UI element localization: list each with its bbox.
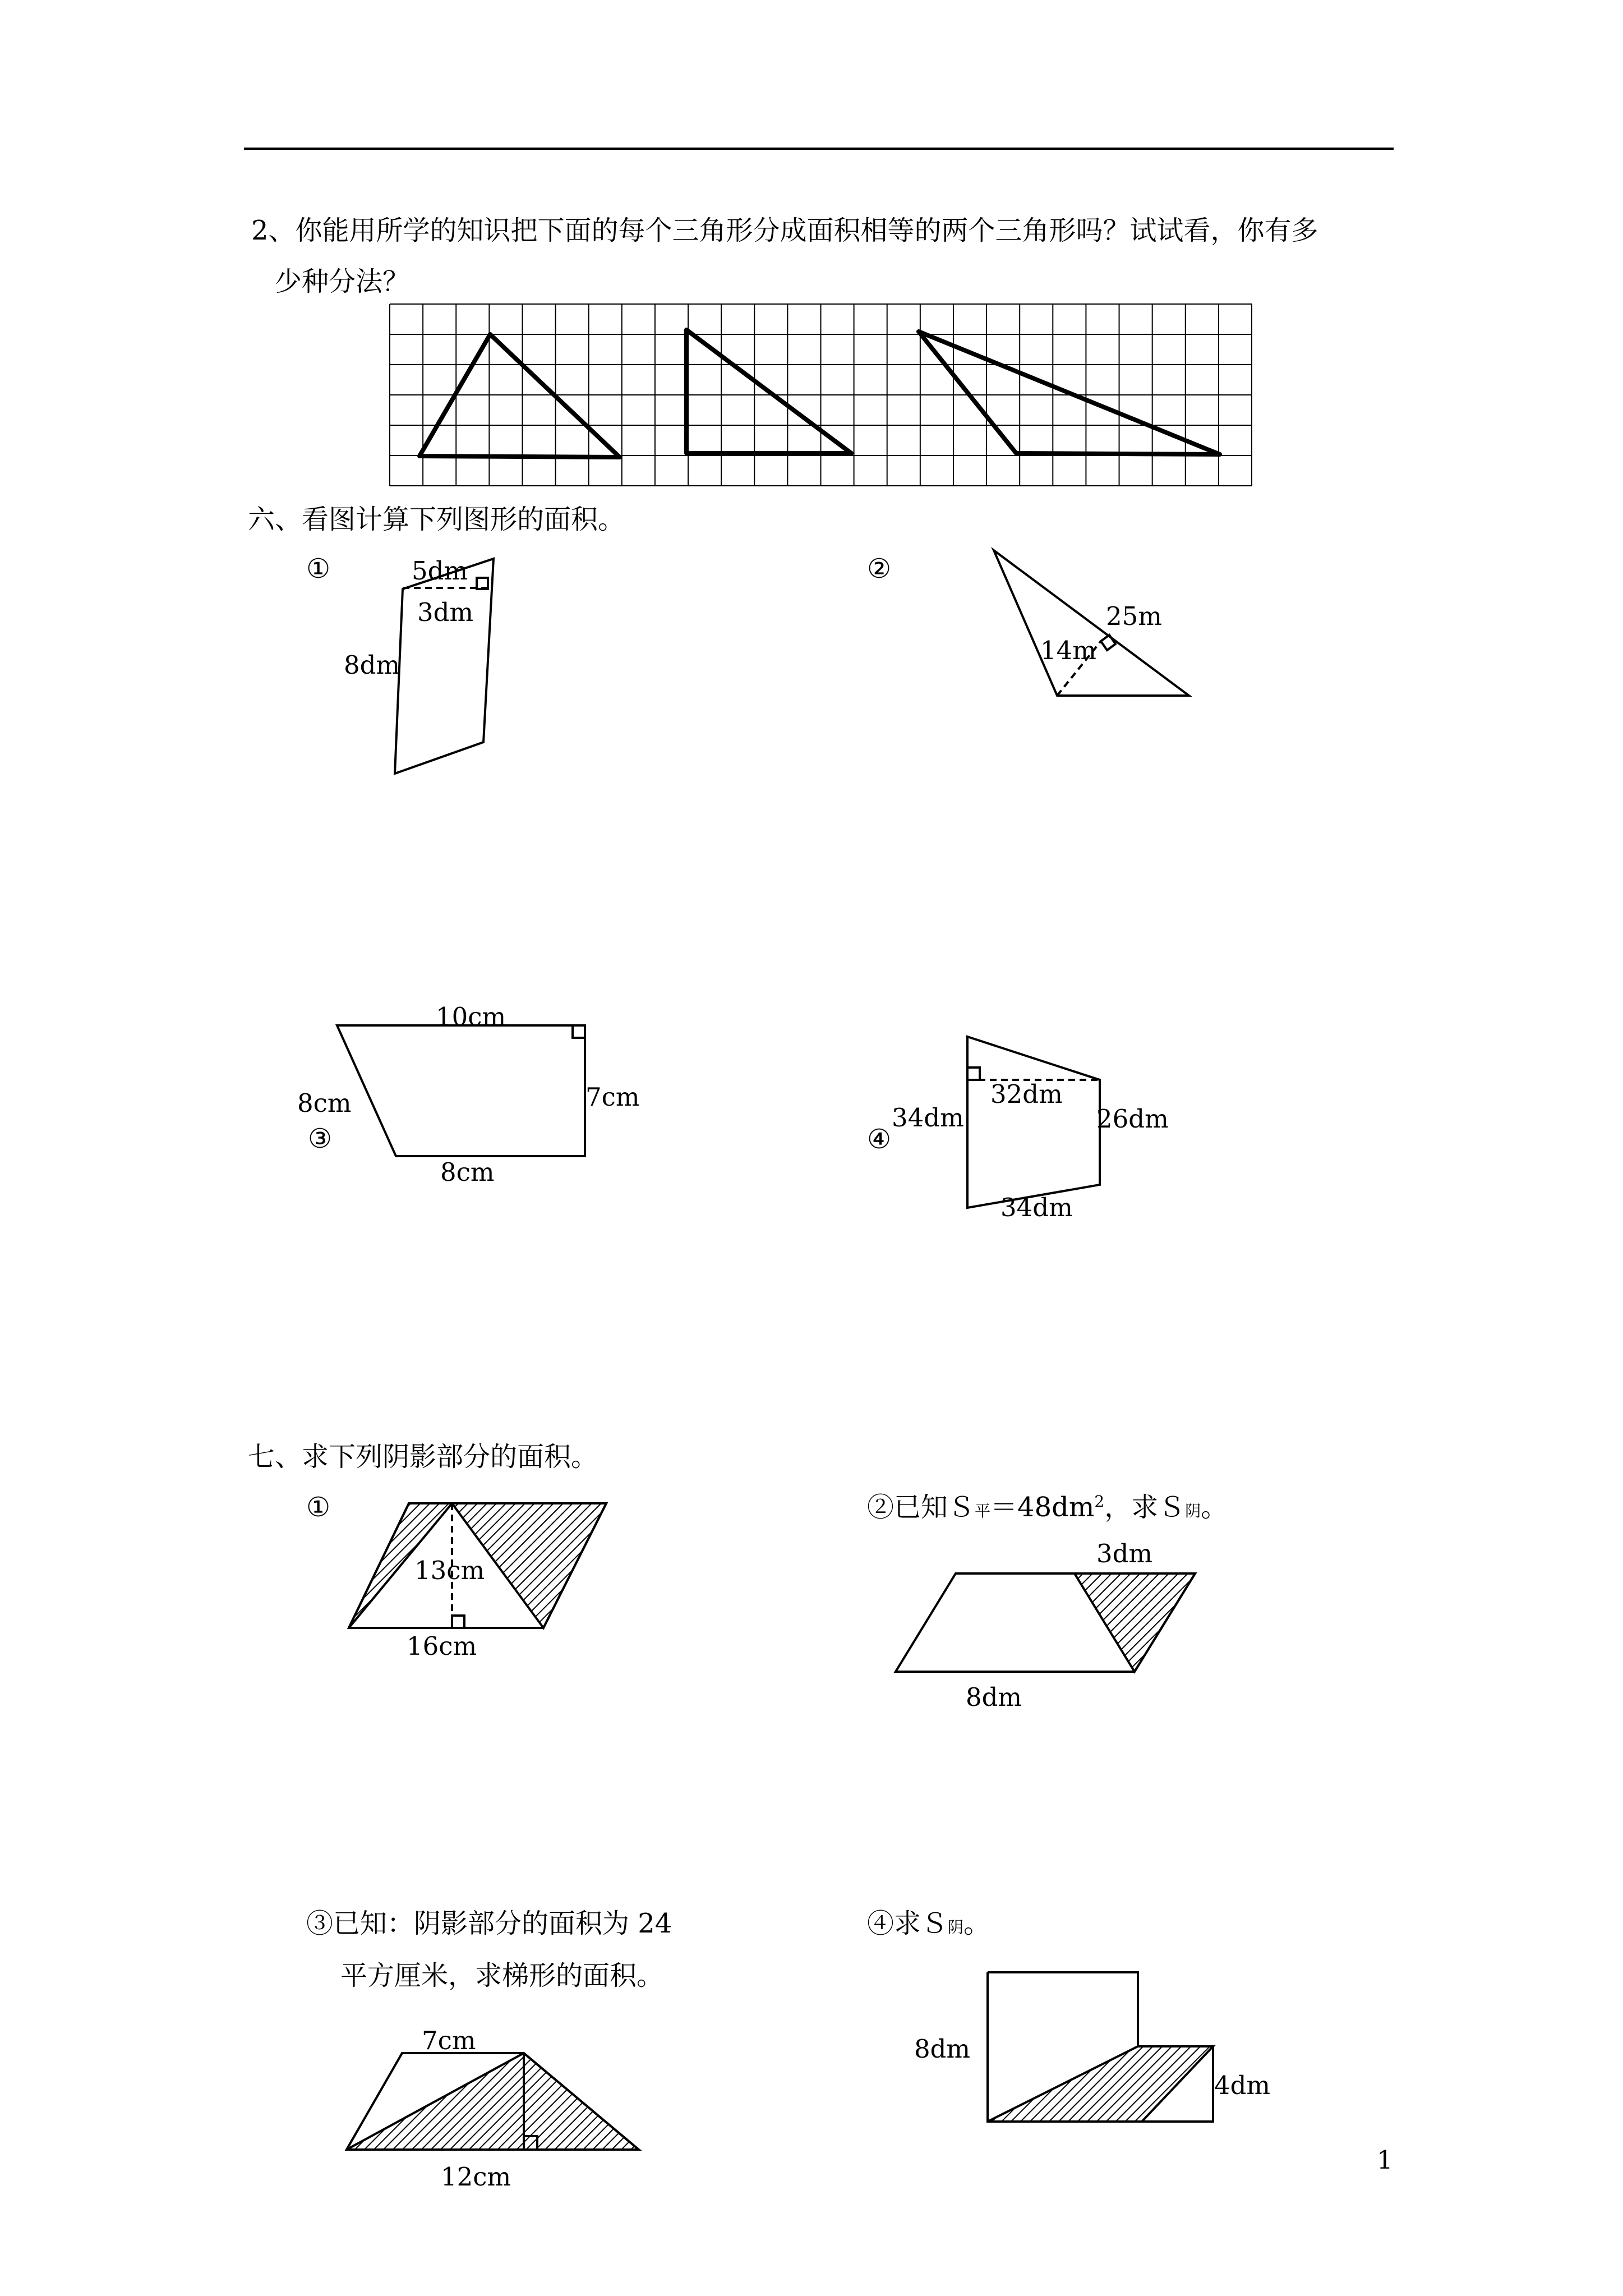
s6-f3-right-label: 7cm bbox=[585, 1082, 640, 1112]
s6-f2-number: ② bbox=[867, 553, 892, 585]
grid-triangle-2 bbox=[686, 330, 851, 453]
s7-f1-number: ① bbox=[306, 1492, 331, 1523]
s7-f2-base-label: 8dm bbox=[966, 1682, 1022, 1712]
s6-figure-1-parallelogram bbox=[395, 556, 494, 774]
s6-f2-hyp-label: 25m bbox=[1106, 601, 1162, 631]
s6-f4-right-label: 26dm bbox=[1096, 1104, 1169, 1134]
s7-f1-height-label: 13cm bbox=[414, 1556, 485, 1585]
s6-f4-number: ④ bbox=[867, 1124, 892, 1155]
s6-f3-number: ③ bbox=[308, 1123, 333, 1154]
s7-figure-4-shaded bbox=[988, 1972, 1213, 2122]
s6-f3-left-label: 8cm bbox=[297, 1088, 352, 1118]
s6-f4-bottom-label: 34dm bbox=[1000, 1193, 1073, 1222]
s7-f2-title: ②已知Ｓ平$=48dm^2$，求Ｓ阴。 bbox=[867, 1492, 1228, 1523]
s6-f4-height-label: 32dm bbox=[990, 1079, 1063, 1109]
q2-line-2: 少种分法？ bbox=[275, 266, 410, 297]
s6-f4-left-label: 34dm bbox=[892, 1103, 964, 1133]
s6-f2-height-label: 14m bbox=[1040, 636, 1096, 665]
grid-triangle-3 bbox=[919, 332, 1220, 454]
s7-f3-base-label: 12cm bbox=[441, 2162, 511, 2192]
s6-f1-height-label: 3dm bbox=[417, 597, 474, 627]
s7-f4-left-label: 8dm bbox=[914, 2034, 971, 2064]
s6-figure-4-trapezoid bbox=[967, 1037, 1100, 1208]
grid-triangle-1 bbox=[419, 334, 620, 457]
s6-f1-side-label: 8dm bbox=[344, 650, 400, 680]
s7-f4-title: ④求Ｓ阴。 bbox=[867, 1908, 991, 1939]
s6-f1-top-label: 5dm bbox=[412, 556, 468, 586]
s6-heading: 六、看图计算下列图形的面积。 bbox=[248, 504, 625, 535]
s6-f3-bottom-label: 8cm bbox=[440, 1157, 495, 1187]
s7-f2-top-label: 3dm bbox=[1096, 1539, 1153, 1568]
s7-heading: 七、求下列阴影部分的面积。 bbox=[248, 1441, 598, 1473]
s7-f3-top-label: 7cm bbox=[422, 2026, 476, 2055]
s7-f1-base-label: 16cm bbox=[407, 1631, 477, 1661]
s6-figure-3-trapezoid bbox=[337, 1025, 585, 1156]
grid-triangles bbox=[419, 330, 1220, 457]
q2-line-1: 2、你能用所学的知识把下面的每个三角形分成面积相等的两个三角形吗？试试看，你有多 bbox=[251, 215, 1318, 246]
s7-figure-3-trapezoid-shaded bbox=[347, 2053, 639, 2150]
page-number: 1 bbox=[1377, 2145, 1393, 2175]
s7-f3-line-1: ③已知：阴影部分的面积为 24 bbox=[306, 1908, 672, 1939]
s7-f4-right-label: 4dm bbox=[1214, 2070, 1271, 2100]
s7-f3-line-2: 平方厘米，求梯形的面积。 bbox=[340, 1960, 664, 1991]
s6-f3-top-label: 10cm bbox=[436, 1002, 506, 1032]
s6-f1-number: ① bbox=[306, 553, 331, 585]
s7-figure-2-shaded bbox=[896, 1573, 1195, 1672]
